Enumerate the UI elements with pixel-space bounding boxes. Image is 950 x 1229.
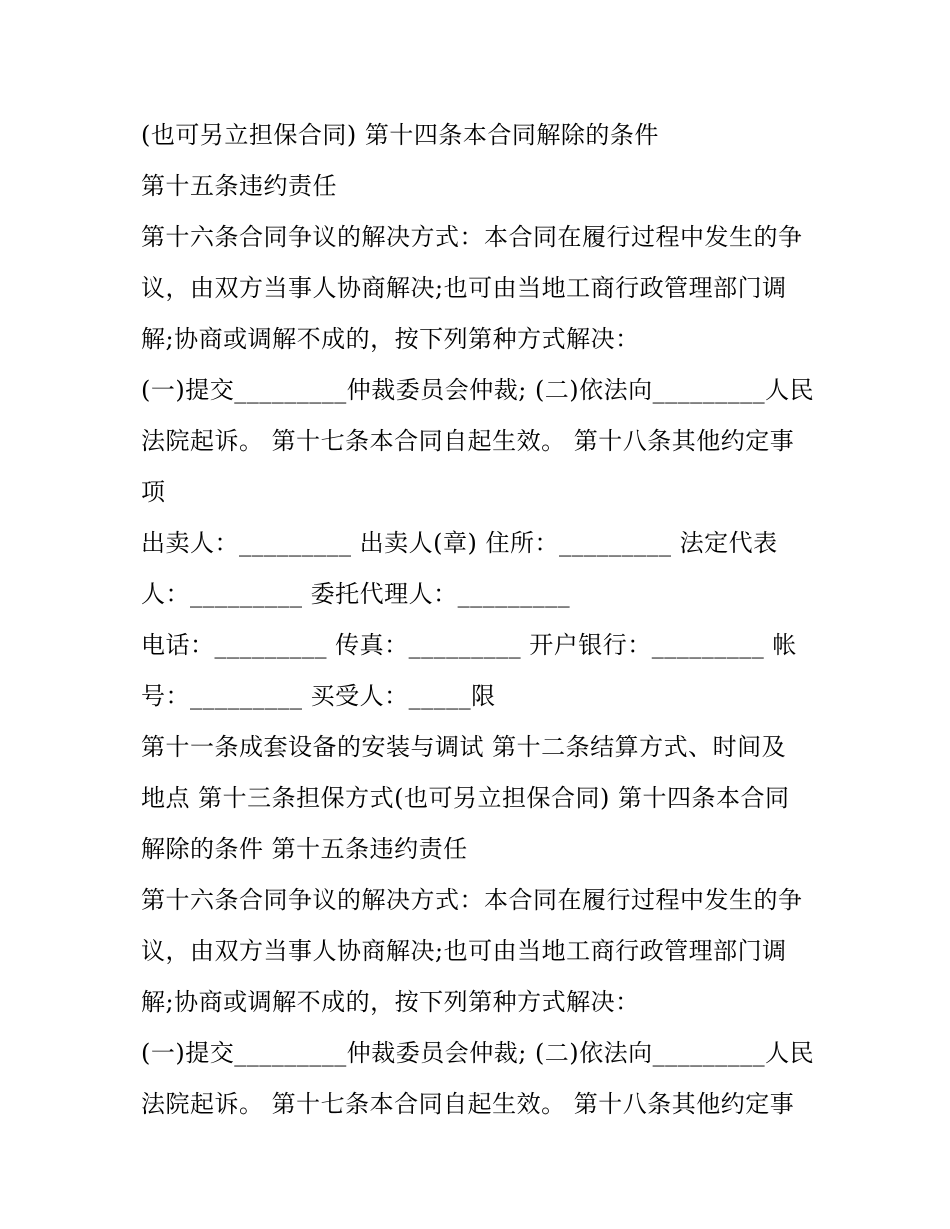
text-line: 出卖人：_________ 出卖人(章) 住所：_________ 法定代表 bbox=[141, 529, 778, 557]
text-line: 地点 第十三条担保方式(也可另立担保合同) 第十四条本合同 bbox=[141, 784, 790, 812]
text-line: 第十六条合同争议的解决方式：本合同在履行过程中发生的争 bbox=[141, 886, 803, 914]
text-line: 解除的条件 第十五条违约责任 bbox=[141, 835, 468, 863]
text-line: 电话：_________ 传真：_________ 开户银行：_________ 帐 bbox=[141, 631, 797, 659]
text-line: 人：_________ 委托代理人：_________ bbox=[141, 580, 571, 608]
text-line: 项 bbox=[141, 478, 166, 506]
text-line: 解;协商或调解不成的，按下列第种方式解决： bbox=[141, 325, 640, 353]
text-line: (也可另立担保合同) 第十四条本合同解除的条件 bbox=[141, 121, 659, 149]
text-line: 第十六条合同争议的解决方式：本合同在履行过程中发生的争 bbox=[141, 223, 803, 251]
document-page bbox=[141, 110, 821, 1130]
text-line: (一)提交_________仲裁委员会仲裁; (二)依法向_________人民 bbox=[141, 1039, 815, 1067]
text-line: 法院起诉。 第十七条本合同自起生效。 第十八条其他约定事 bbox=[141, 1090, 795, 1118]
text-line: 解;协商或调解不成的，按下列第种方式解决： bbox=[141, 988, 640, 1016]
text-line: 法院起诉。 第十七条本合同自起生效。 第十八条其他约定事 bbox=[141, 427, 795, 455]
text-line: 第十一条成套设备的安装与调试 第十二条结算方式、时间及 bbox=[141, 733, 787, 761]
text-line: 议，由双方当事人协商解决;也可由当地工商行政管理部门调 bbox=[141, 274, 787, 302]
text-line: (一)提交_________仲裁委员会仲裁; (二)依法向_________人民 bbox=[141, 376, 815, 404]
text-line: 号：_________ 买受人：_____限 bbox=[141, 682, 496, 710]
text-line: 议，由双方当事人协商解决;也可由当地工商行政管理部门调 bbox=[141, 937, 787, 965]
text-line: 第十五条违约责任 bbox=[141, 172, 337, 200]
